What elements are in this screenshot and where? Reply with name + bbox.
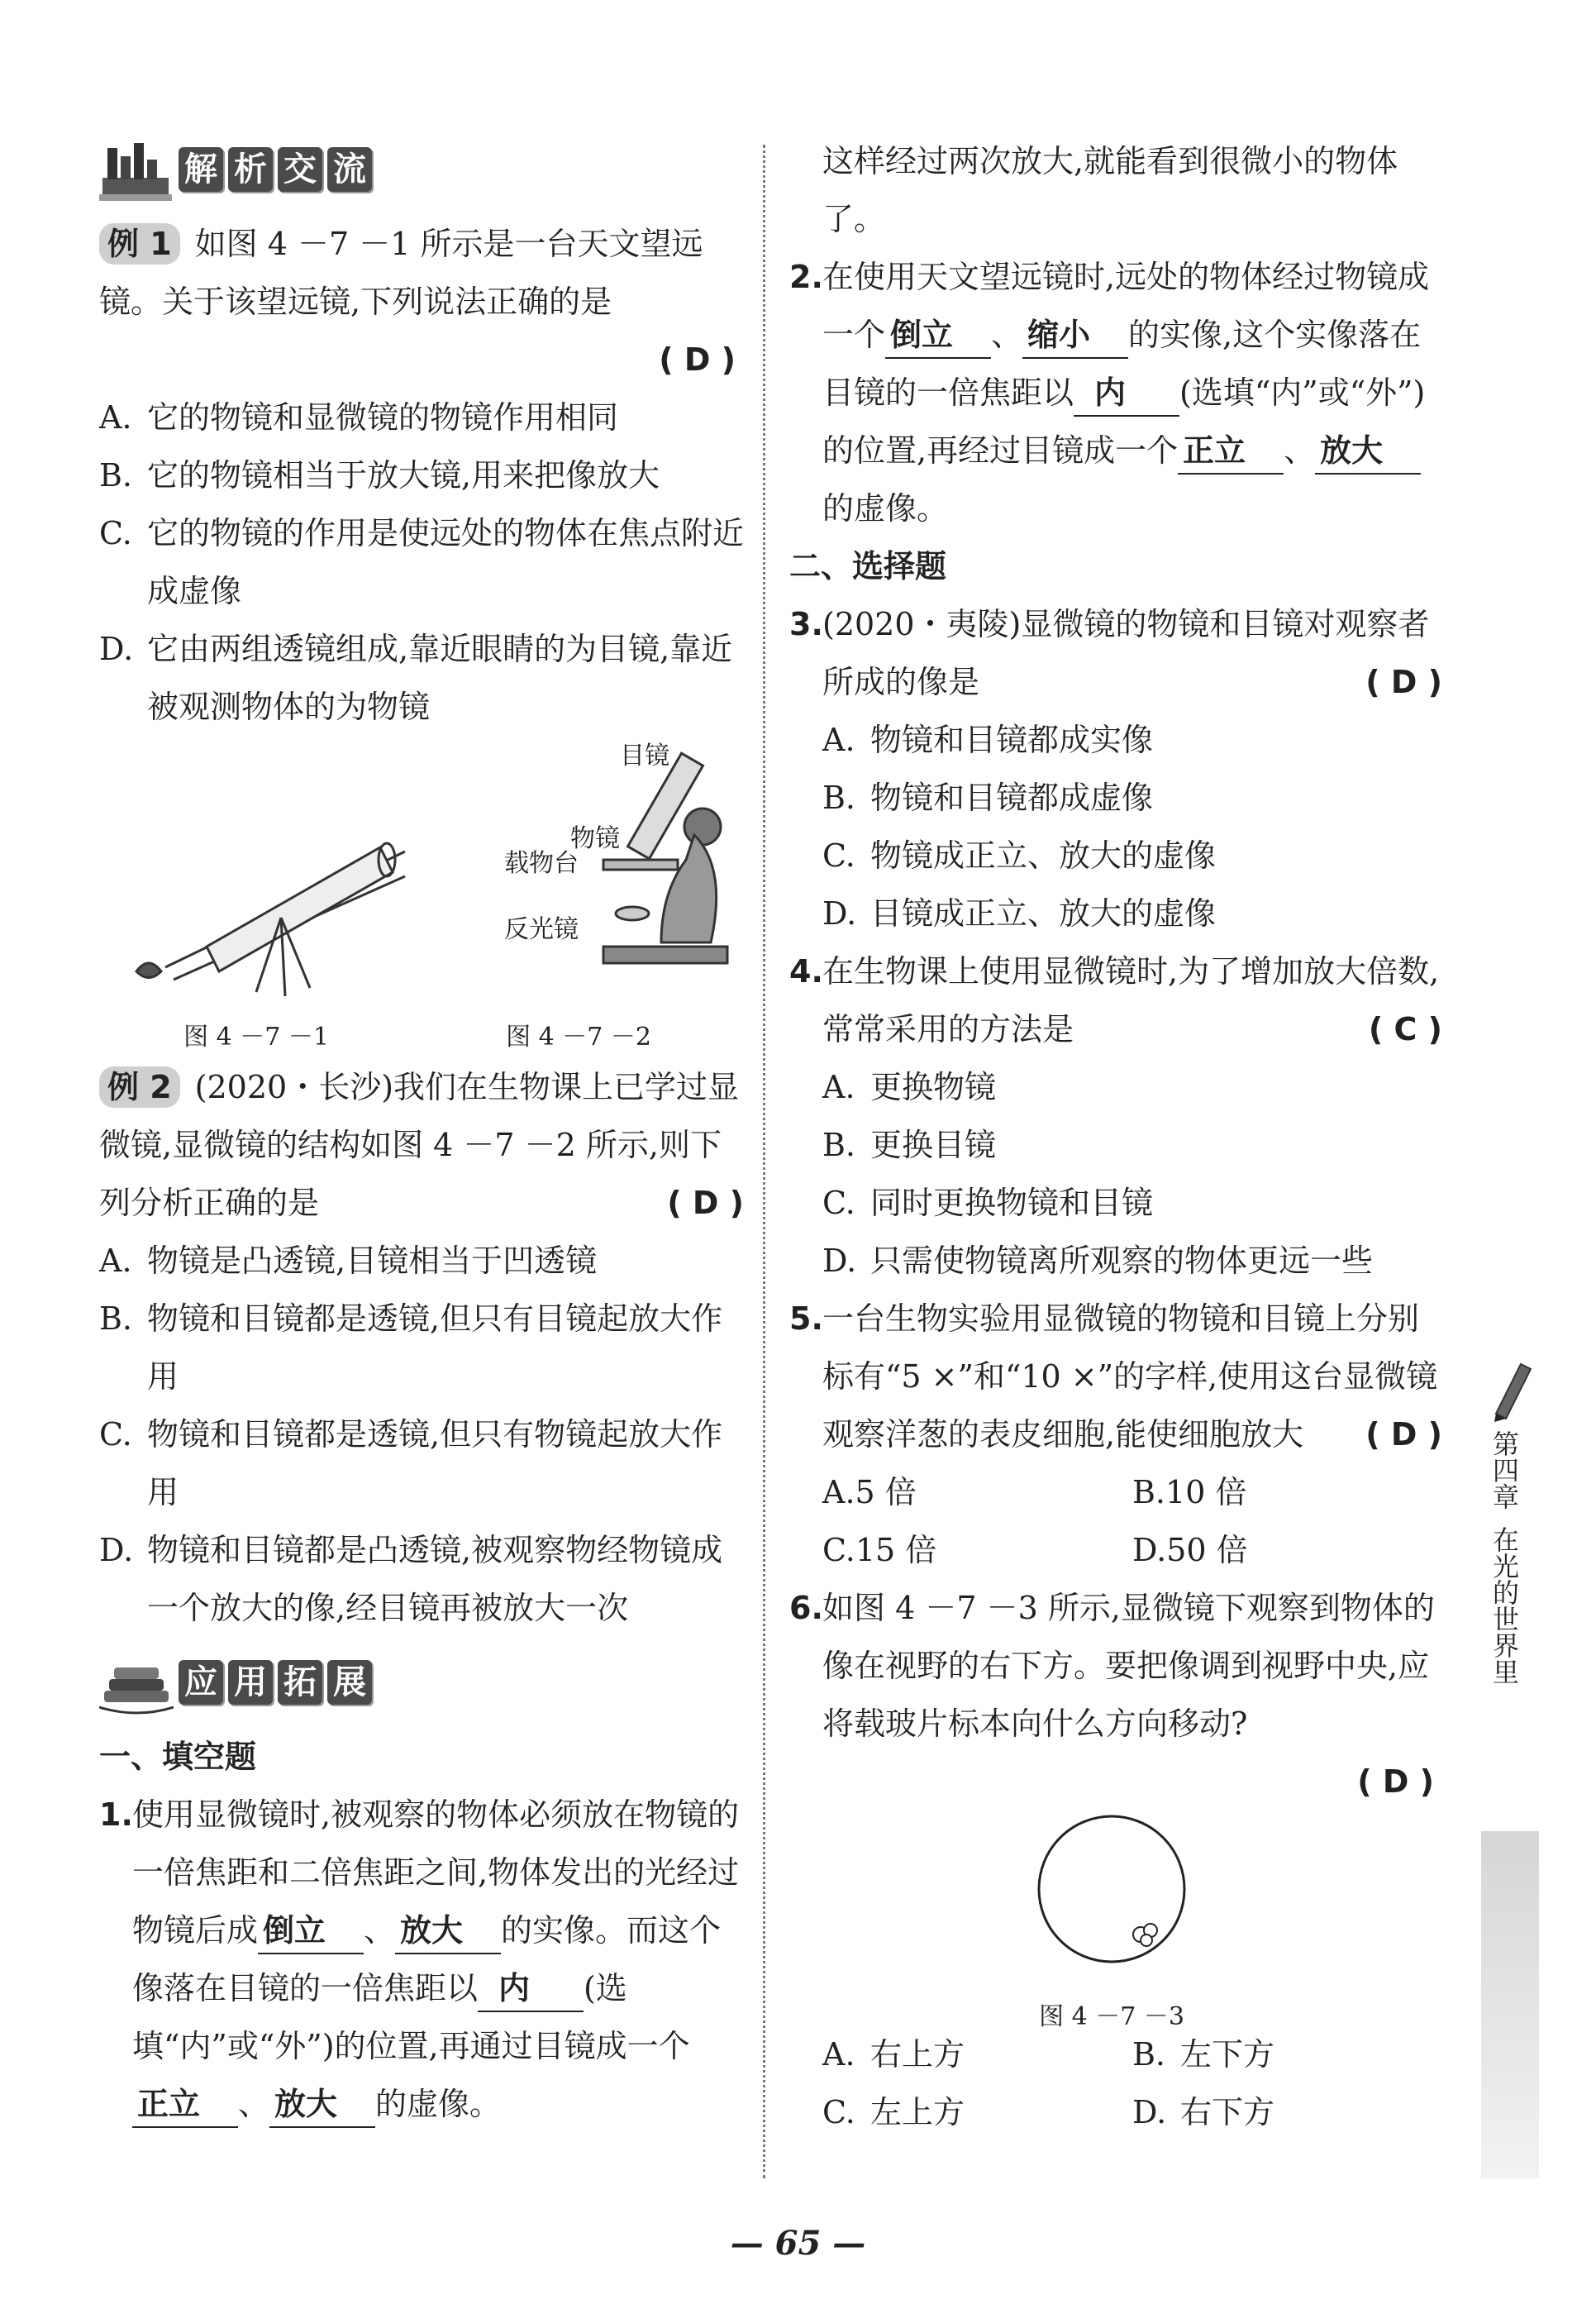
pencil-icon [1488, 1356, 1537, 1425]
blank-answer: 正立 [1178, 428, 1284, 475]
section-heading: 二、选择题 [789, 548, 947, 584]
example-1-answer: ( D ) [659, 341, 736, 378]
chapter-title: 在光的世界里 [1489, 1526, 1520, 1685]
figures-row [99, 736, 744, 1058]
building-icon [99, 136, 174, 203]
figure-telescope [99, 736, 422, 1058]
option: D. 物镜和目镜都是凸透镜,被观察物经物镜成一个放大的像,经目镜再被放大一次 [99, 1532, 723, 1626]
answer-row [789, 1753, 1442, 1810]
chapter-side-label [1479, 1430, 1529, 1685]
answer: ( C ) [1368, 1011, 1442, 1047]
left-column [99, 132, 744, 2133]
figure-field-of-view [789, 1810, 1442, 2031]
options [789, 1058, 1442, 1290]
example-2-answer: ( D ) [667, 1185, 744, 1221]
question-3: 3.(2020・夷陵)显微镜的物镜和目镜对观察者所成的像是 ( D ) [789, 595, 1442, 711]
option: B. 更换目镜 [822, 1127, 997, 1163]
option: B.10 倍 [1132, 1474, 1247, 1510]
option: D. 右下方 [1132, 2094, 1275, 2130]
books-icon [99, 1649, 174, 1715]
option: A. 物镜和目镜都成实像 [822, 722, 1154, 758]
blank-answer: 倒立 [885, 312, 991, 359]
blank-answer: 放大 [395, 1908, 501, 1954]
telescope-illustration [116, 769, 430, 1017]
option: C. 物镜和目镜都是透镜,但只有物镜起放大作用 [99, 1416, 723, 1510]
banner-char: 交 [278, 147, 322, 192]
option: A.5 倍 [822, 1474, 917, 1510]
figure-caption: 图 4 －7 －3 [1039, 2002, 1184, 2031]
field-of-view-circle [1029, 1810, 1194, 1976]
options [789, 711, 1442, 942]
figure-caption: 图 4 －7 －1 [183, 1023, 329, 1052]
answer: ( D ) [1365, 664, 1442, 700]
question-4: 4.在生物课上使用显微镜时,为了增加放大倍数,常常采用的方法是 ( C ) [789, 942, 1442, 1058]
options [789, 1463, 1442, 1579]
option: B. 左下方 [1132, 2036, 1275, 2073]
banner-char: 展 [327, 1660, 372, 1705]
option: C.15 倍 [822, 1532, 937, 1568]
answer: ( D ) [1357, 1763, 1434, 1800]
example-2-stem: 例 2 (2020・长沙)我们在生物课上已学过显微镜,显微镜的结构如图 4 －7 －2 所示,则下列分析正确的是 ( D ) [99, 1058, 744, 1232]
label-mirror: 反光镜 [504, 915, 579, 944]
blank-answer: 缩小 [1022, 312, 1128, 359]
question-6: 6.如图 4 －7 －3 所示,显微镜下观察到物体的像在视野的右下方。要把像调到视野中央,应将载玻片标本向什么方向移动? [789, 1590, 1435, 1742]
option: C. 物镜成正立、放大的虚像 [822, 837, 1217, 874]
right-column [789, 132, 1442, 2141]
figure-caption: 图 4 －7 －2 [506, 1023, 651, 1052]
column-divider [763, 145, 765, 2178]
option: A. 它的物镜和显微镜的物镜作用相同 [99, 399, 619, 436]
blank-answer: 放大 [1315, 428, 1421, 475]
banner-char: 拓 [278, 1660, 322, 1705]
option: C. 左上方 [822, 2094, 965, 2130]
blank-answer: 倒立 [258, 1908, 364, 1954]
option: B. 它的物镜相当于放大镜,用来把像放大 [99, 457, 660, 494]
side-tab [1481, 1831, 1539, 2178]
question-1-continued: 这样经过两次放大,就能看到很微小的物体了。 [822, 143, 1398, 237]
option: A. 物镜是凸透镜,目镜相当于凹透镜 [99, 1243, 598, 1279]
option: B. 物镜和目镜都成虚像 [822, 780, 1154, 816]
option: C. 同时更换物镜和目镜 [822, 1185, 1154, 1221]
figure-microscope [422, 736, 744, 1058]
banner-char: 析 [228, 147, 273, 192]
option: A. 右上方 [822, 2036, 965, 2073]
blank-answer: 内 [478, 1966, 584, 2012]
label-objective: 物镜 [570, 824, 620, 853]
page-number: — 65 — [730, 2224, 866, 2263]
answer: ( D ) [1365, 1416, 1442, 1453]
example-1-stem [99, 215, 744, 331]
banner-char: 流 [327, 147, 372, 192]
banner-char: 应 [179, 1660, 223, 1705]
question-1: 1.使用显微镜时,被观察的物体必须放在物镜的一倍焦距和二倍焦距之间,物体发出的光经过物镜后成 倒立 、 放大 的实像。而这个像落在目镜的一倍焦距以 内 (选填“内”或“外”)的位置,再通过目镜成一个正立 、 放大 的虚像。 [99, 1786, 744, 2133]
banner-char: 用 [228, 1660, 273, 1705]
option: B. 物镜和目镜都是透镜,但只有目镜起放大作用 [99, 1300, 723, 1395]
blank-answer: 内 [1074, 370, 1179, 417]
option: A. 更换物镜 [822, 1069, 997, 1105]
banner-char: 解 [179, 147, 223, 192]
example-tag: 例 1 [99, 223, 180, 265]
option: D. 目镜成正立、放大的虚像 [822, 895, 1217, 932]
section-heading: 一、填空题 [99, 1739, 257, 1775]
option: D.50 倍 [1132, 1532, 1248, 1568]
question-2: 2.在使用天文望远镜时,远处的物体经过物镜成一个 倒立 、 缩小 的实像,这个实像落在目镜的一倍焦距以 内 (选填“内”或“外”)的位置,再经过目镜成一个 正立 、 放大的虚像。 [789, 259, 1430, 527]
question-5: 5.一台生物实验用显微镜的物镜和目镜上分别标有“5 ×”和“10 ×”的字样,使用这台显微镜观察洋葱的表皮细胞,能使细胞放大 ( D ) [789, 1290, 1442, 1463]
banner-analysis [99, 132, 744, 207]
blank-answer: 放大 [269, 2082, 375, 2128]
chapter-number: 第四章 [1489, 1430, 1520, 1510]
example-1-text: 如图 4 －7 －1 所示是一台天文望远镜。关于该望远镜,下列说法正确的是 [99, 226, 703, 320]
option: D. 它由两组透镜组成,靠近眼睛的为目镜,靠近被观测物体的为物镜 [99, 631, 733, 725]
blank-answer: 正立 [132, 2082, 238, 2128]
example-tag: 例 2 [99, 1066, 180, 1108]
microscope-illustration [570, 736, 752, 976]
banner-application [99, 1645, 744, 1720]
label-stage: 载物台 [504, 849, 579, 878]
option: D. 只需使物镜离所观察的物体更远一些 [822, 1243, 1374, 1279]
option: C. 它的物镜的作用是使远处的物体在焦点附近成虚像 [99, 515, 745, 609]
label-eyepiece: 目镜 [620, 742, 669, 770]
